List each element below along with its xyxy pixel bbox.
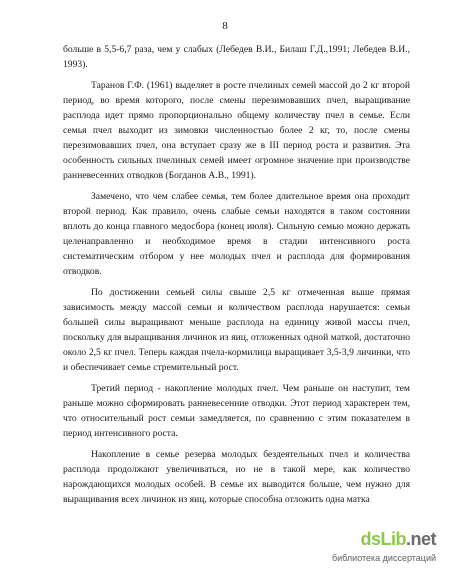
watermark-caption: библиотека диссертаций bbox=[331, 553, 436, 563]
paragraph-3: Замечено, что чем слабее семья, тем более длительное время она проходит второй период. Как правило, очень слабые семьи находятся в таком состоянии вплоть до конца главного медосбора (конец июля). Сильную семью можно держать целенаправленно и необходимое время в стадии интенсивного роста систематическим отбором у нее молодых пчел и расплода для формирования отводков. bbox=[63, 191, 410, 277]
dslib-logo: dsLib.net bbox=[360, 529, 436, 549]
document-body bbox=[63, 42, 410, 513]
paragraph-4: По достижении семьей силы свыше 2,5 кг отмеченная выше прямая зависимость между массой семьи и количеством расплода нарушается: семьи большей силы выращивают меньше расплода на единицу живой массы пчел, поскольку для выращивания личинок из яиц, отложенных одной маткой, достаточно около 2,5 кг пчел. Теперь каждая пчела-кормилица выращивает 3,5-3,9 личинки, что и обеспечивает семье стремительный рост. bbox=[63, 287, 410, 373]
site-watermark bbox=[326, 529, 436, 569]
paragraph-2: Таранов Г.Ф. (1961) выделяет в росте пчелиных семей массой до 2 кг второй период, во время которого, после смены перезимовавших пчел, выращивание расплода идет прямо пропорционально общему количеству пчел в семье. Если семья пчел выходит из зимовки численностью более 2 кг, то, после смены перезимовавших пчел, она вступает сразу же в III период роста и развития. Эта особенность сильных пчелиных семей имеет огромное значение при производстве ранневесенних отводков (Богданов А.В., 1991). bbox=[63, 80, 410, 181]
paragraph-5: Третий период - накопление молодых пчел. Чем раньше он наступит, тем раньше можно сформировать ранневесенние отводки. Этот период характерен тем, что относительный рост семьи замедляется, по сравнению с этим показателем в период интенсивного роста. bbox=[63, 383, 410, 439]
paragraph-1: больше в 5,5-6,7 раза, чем у слабых (Лебедев В.И., Билаш Г.Д.,1991; Лебедев В.И., 1993). bbox=[63, 44, 410, 70]
paragraph-6: Накопление в семье резерва молодых бездеятельных пчел и количества расплода продолжают увеличиваться, но не в такой мере, как количество нарождающихся молодых особей. В семье их выводится больше, чем нужно для выращивания всех личинок из яиц, которые способна отложить одна матка bbox=[63, 449, 410, 505]
page-number: 8 bbox=[222, 20, 228, 32]
